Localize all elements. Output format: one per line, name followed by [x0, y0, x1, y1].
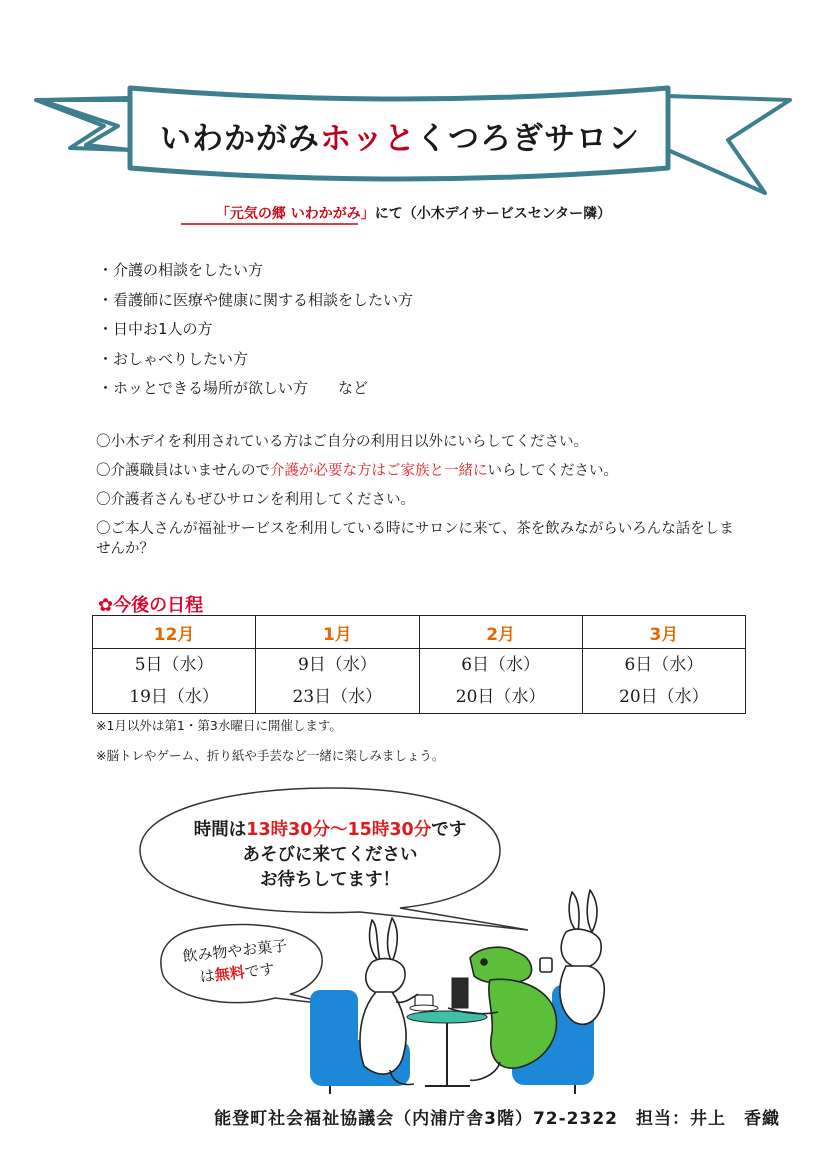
bubble-invite-line: あそびに来てください [242, 845, 418, 865]
list-item: ・ホッとできる場所が欲しい方 など [98, 379, 369, 397]
activity-footnote: ※脳トレやゲーム、折り紙や手芸など一緒に楽しみましょう。 [96, 748, 445, 763]
date-cell: 6日（水） 20日（水） [419, 649, 582, 714]
list-item: ・おしゃべりしたい方 [98, 349, 249, 368]
list-item: ・介護の相談をしたい方 [98, 261, 264, 279]
drink-glass-icon [452, 978, 468, 1008]
schedule-footnote: ※1月以外は第1・第3水曜日に開催します。 [96, 718, 342, 733]
note-item: 〇介護者さんもぜひサロンを利用してください。 [96, 492, 415, 508]
ribbon-banner [0, 0, 827, 200]
note-item: 〇小木デイを利用されている方はご自分の利用日以外にいらしてください。 [96, 434, 588, 450]
cafe-table-icon [407, 1011, 487, 1086]
date-cell: 9日（水） 23日（水） [256, 649, 419, 714]
venue-underline [181, 222, 358, 226]
note-item: 〇ご本人さんが福祉サービスを利用している時にサロンに来て、茶を飲みながらいろんな話をしませんか？ [96, 521, 734, 557]
note-item: 〇介護職員はいませんので介護が必要な方はご家族と一緒にいらしてください。 [96, 463, 618, 479]
month-header: 12月 [93, 616, 256, 649]
page-title: いわかがみホッとくつろぎサロン [160, 121, 640, 157]
contact-footer: 能登町社会福祉協議会（内浦庁舎3階）72-2322 担当：井上 香織 [214, 1109, 780, 1129]
date-cell: 6日（水） 20日（水） [582, 649, 745, 714]
bubble-wait-line: お待ちしてます！ [260, 870, 400, 890]
month-header: 1月 [256, 616, 419, 649]
schedule-table [92, 615, 746, 714]
free-drinks-message: 飲み物やお菓子 は無料です [181, 936, 289, 986]
notes-section [96, 432, 746, 568]
target-list [98, 256, 413, 404]
date-cell: 5日（水） 19日（水） [93, 649, 256, 714]
month-header: 3月 [582, 616, 745, 649]
month-header: 2月 [419, 616, 582, 649]
list-item: ・日中お1人の方 [98, 320, 213, 338]
bubble-message [150, 818, 510, 893]
bubble-time-line: 時間は13時30分～15時30分です [193, 820, 467, 840]
list-item: ・看護師に医療や健康に関する相談をしたい方 [98, 290, 414, 309]
venue-line: 「元気の郷 いわかがみ」にて（小木デイサービスセンター隣） [215, 206, 612, 222]
schedule-title: ✿今後の日程 [98, 595, 204, 616]
